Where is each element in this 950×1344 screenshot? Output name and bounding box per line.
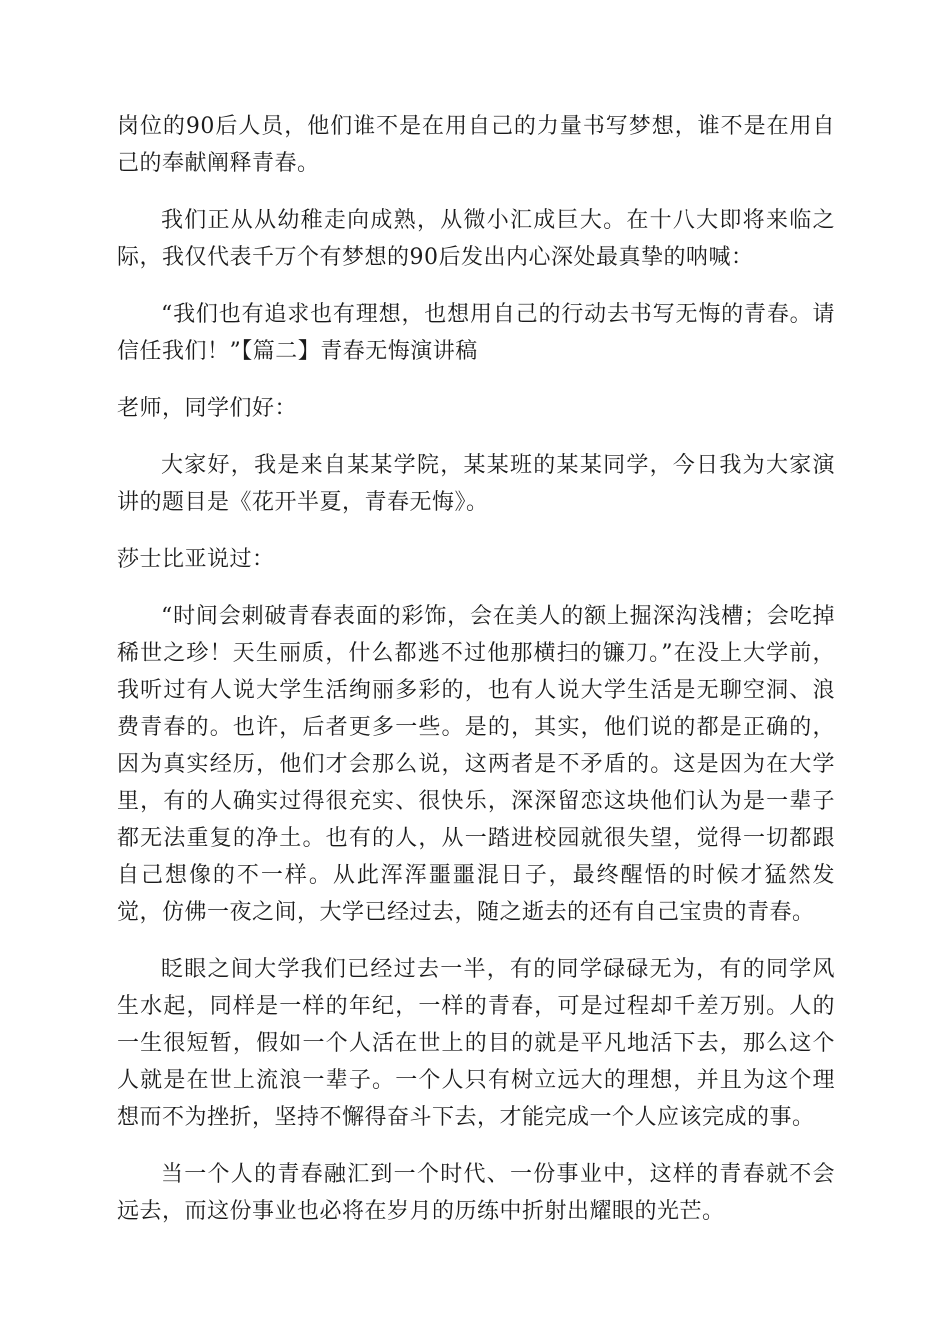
paragraph: “时间会刺破青春表面的彩饰，会在美人的额上掘深沟浅槽；会吃掉稀世之珍！天生丽质，什么都逃不过他那横扫的镰刀。”在没上大学前，我听过有人说大学生活绚丽多彩的，也有人说大学生活是无聊空洞、浪费青春的。也许，后者更多一些。是的，其实，他们说的都是正确的，因为真实经历，他们才会那么说，这两者是不矛盾的。这是因为在大学里，有的人确实过得很充实、很快乐，深深留恋这块他们认为是一辈子都无法重复的净土。也有的人，从一踏进校园就很失望，觉得一切都跟自己想像的不一样。从此浑浑噩噩混日子，最终醒悟的时候才猛然发觉，仿佛一夜之间，大学已经过去，随之逝去的还有自己宝贵的青春。 <box>117 604 835 925</box>
paragraph: 大家好，我是来自某某学院，某某班的某某同学，今日我为大家演讲的题目是《花开半夏，青春无悔》。 <box>117 453 835 515</box>
document-body <box>117 108 835 1250</box>
paragraph: 当一个人的青春融汇到一个时代、一份事业中，这样的青春就不会远去，而这份事业也必将在岁月的历练中折射出耀眼的光芒。 <box>117 1162 835 1224</box>
quote-intro: 莎士比亚说过： <box>117 547 275 572</box>
paragraph: 我们正从从幼稚走向成熟，从微小汇成巨大。在十八大即将来临之际，我仅代表千万个有梦想的90后发出内心深处最真挚的呐喊： <box>117 208 835 270</box>
greeting-line: 老师，同学们好： <box>117 396 298 421</box>
paragraph: 岗位的90后人员，他们谁不是在用自己的力量书写梦想，谁不是在用自己的奉献阐释青春。 <box>117 114 835 176</box>
paragraph: “我们也有追求也有理想，也想用自己的行动去书写无悔的青春。请信任我们！”【篇二】青春无悔演讲稿 <box>117 302 835 364</box>
paragraph: 眨眼之间大学我们已经过去一半，有的同学碌碌无为，有的同学风生水起，同样是一样的年纪，一样的青春，可是过程却千差万别。人的一生很短暂，假如一个人活在世上的目的就是平凡地活下去，那么这个人就是在世上流浪一辈子。一个人只有树立远大的理想，并且为这个理想而不为挫折，坚持不懈得奋斗下去，才能完成一个人应该完成的事。 <box>117 957 835 1130</box>
